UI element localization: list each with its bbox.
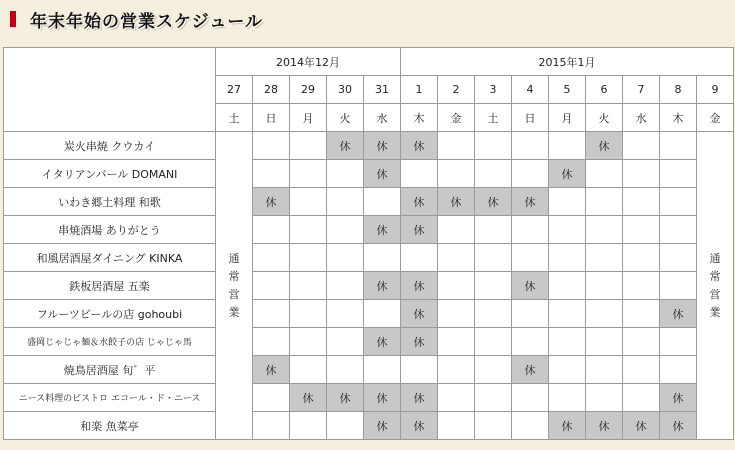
restaurant-row: [4, 412, 734, 440]
restaurant-name: 盛岡じゃじゃ麺＆水餃子の店 じゃじゃ馬: [4, 328, 216, 356]
open-cell: [327, 412, 364, 440]
closed-cell: 休: [512, 356, 549, 384]
closed-cell: 休: [586, 132, 623, 160]
restaurant-row: [4, 300, 734, 328]
open-cell: [512, 384, 549, 412]
open-cell: [327, 272, 364, 300]
open-cell: [327, 244, 364, 272]
open-cell: [475, 356, 512, 384]
open-cell: [475, 272, 512, 300]
page-title: 年末年始の営業スケジュール: [30, 11, 263, 32]
open-cell: [290, 328, 327, 356]
regular-business-label: 通常営業: [709, 251, 721, 319]
open-cell: [290, 132, 327, 160]
restaurant-row: [4, 244, 734, 272]
open-cell: [549, 216, 586, 244]
closed-cell: 休: [549, 160, 586, 188]
open-cell: [586, 300, 623, 328]
open-cell: [401, 356, 438, 384]
open-cell: [475, 216, 512, 244]
open-cell: [586, 216, 623, 244]
closed-cell: 休: [549, 412, 586, 440]
open-cell: [253, 244, 290, 272]
restaurant-row: [4, 160, 734, 188]
title-marker: [10, 11, 16, 27]
open-cell: [475, 384, 512, 412]
open-cell: [512, 412, 549, 440]
weekday-header: 火: [327, 104, 364, 132]
open-cell: [660, 356, 697, 384]
closed-cell: 休: [364, 412, 401, 440]
closed-cell: 休: [401, 412, 438, 440]
open-cell: [586, 272, 623, 300]
open-cell: [290, 356, 327, 384]
open-cell: [438, 412, 475, 440]
open-cell: [549, 300, 586, 328]
restaurant-name: 鉄板居酒屋 五楽: [4, 272, 216, 300]
open-cell: [549, 272, 586, 300]
day-header: 5: [549, 76, 586, 104]
open-cell: [623, 216, 660, 244]
open-cell: [327, 300, 364, 328]
closed-cell: 休: [623, 412, 660, 440]
weekday-header: 日: [253, 104, 290, 132]
open-cell: [290, 244, 327, 272]
day-header: 4: [512, 76, 549, 104]
open-cell: [438, 244, 475, 272]
restaurant-row: [4, 384, 734, 412]
open-cell: [549, 244, 586, 272]
open-cell: [438, 132, 475, 160]
open-cell: [660, 272, 697, 300]
open-cell: [290, 412, 327, 440]
month-row: [4, 48, 734, 76]
open-cell: [549, 356, 586, 384]
day-header: 8: [660, 76, 697, 104]
open-cell: [549, 328, 586, 356]
open-cell: [253, 160, 290, 188]
restaurant-name: ニース料理のビストロ エコール・ド・ニース: [4, 384, 216, 412]
open-cell: [475, 132, 512, 160]
open-cell: [660, 132, 697, 160]
closed-cell: 休: [327, 132, 364, 160]
closed-cell: 休: [253, 188, 290, 216]
closed-cell: 休: [364, 160, 401, 188]
restaurant-row: [4, 132, 734, 160]
closed-cell: 休: [401, 328, 438, 356]
open-cell: [401, 160, 438, 188]
day-header: 7: [623, 76, 660, 104]
open-cell: [512, 300, 549, 328]
day-header: 31: [364, 76, 401, 104]
open-cell: [660, 244, 697, 272]
closed-cell: 休: [401, 216, 438, 244]
closed-cell: 休: [364, 328, 401, 356]
restaurant-row: [4, 356, 734, 384]
open-cell: [586, 160, 623, 188]
weekday-header: 木: [401, 104, 438, 132]
open-cell: [475, 300, 512, 328]
open-cell: [549, 384, 586, 412]
open-cell: [290, 160, 327, 188]
closed-cell: 休: [660, 412, 697, 440]
open-cell: [438, 272, 475, 300]
weekday-header: 日: [512, 104, 549, 132]
closed-cell: 休: [475, 188, 512, 216]
open-cell: [660, 188, 697, 216]
month-header: 2014年12月: [216, 48, 401, 76]
regular-business-cell: [697, 132, 734, 440]
open-cell: [623, 328, 660, 356]
closed-cell: 休: [401, 300, 438, 328]
open-cell: [623, 188, 660, 216]
closed-cell: 休: [586, 412, 623, 440]
open-cell: [364, 300, 401, 328]
open-cell: [327, 356, 364, 384]
open-cell: [586, 356, 623, 384]
open-cell: [438, 384, 475, 412]
open-cell: [438, 300, 475, 328]
open-cell: [623, 132, 660, 160]
open-cell: [327, 160, 364, 188]
open-cell: [438, 328, 475, 356]
day-header: 2: [438, 76, 475, 104]
open-cell: [586, 384, 623, 412]
weekday-header: 金: [697, 104, 734, 132]
open-cell: [290, 216, 327, 244]
open-cell: [438, 216, 475, 244]
open-cell: [586, 244, 623, 272]
day-header: 9: [697, 76, 734, 104]
restaurant-name: 和楽 魚菜亭: [4, 412, 216, 440]
closed-cell: 休: [512, 188, 549, 216]
open-cell: [253, 384, 290, 412]
weekday-header: 火: [586, 104, 623, 132]
day-header: 30: [327, 76, 364, 104]
closed-cell: 休: [512, 272, 549, 300]
open-cell: [364, 188, 401, 216]
open-cell: [401, 244, 438, 272]
weekday-header: 水: [623, 104, 660, 132]
closed-cell: 休: [660, 300, 697, 328]
restaurant-row: [4, 188, 734, 216]
closed-cell: 休: [364, 132, 401, 160]
open-cell: [290, 300, 327, 328]
open-cell: [253, 328, 290, 356]
closed-cell: 休: [401, 272, 438, 300]
open-cell: [660, 216, 697, 244]
open-cell: [623, 384, 660, 412]
open-cell: [290, 188, 327, 216]
corner-cell: [4, 48, 216, 132]
weekday-header: 水: [364, 104, 401, 132]
day-header: 27: [216, 76, 253, 104]
open-cell: [586, 328, 623, 356]
open-cell: [549, 132, 586, 160]
open-cell: [364, 356, 401, 384]
restaurant-name: いわき郷土料理 和歌: [4, 188, 216, 216]
page-header: [10, 6, 263, 32]
closed-cell: 休: [438, 188, 475, 216]
schedule-table: [3, 47, 734, 440]
regular-business-label: 通常営業: [228, 251, 240, 319]
restaurant-name: 串焼酒場 ありがとう: [4, 216, 216, 244]
open-cell: [512, 216, 549, 244]
closed-cell: 休: [364, 384, 401, 412]
open-cell: [475, 244, 512, 272]
open-cell: [623, 160, 660, 188]
open-cell: [438, 160, 475, 188]
day-header: 6: [586, 76, 623, 104]
open-cell: [623, 300, 660, 328]
day-header: 1: [401, 76, 438, 104]
restaurant-row: [4, 328, 734, 356]
closed-cell: 休: [290, 384, 327, 412]
closed-cell: 休: [660, 384, 697, 412]
weekday-header: 金: [438, 104, 475, 132]
open-cell: [327, 328, 364, 356]
open-cell: [512, 244, 549, 272]
closed-cell: 休: [401, 188, 438, 216]
open-cell: [438, 356, 475, 384]
open-cell: [623, 244, 660, 272]
closed-cell: 休: [364, 272, 401, 300]
restaurant-row: [4, 216, 734, 244]
open-cell: [253, 272, 290, 300]
weekday-header: 月: [290, 104, 327, 132]
regular-business-cell: [216, 132, 253, 440]
restaurant-name: フルーツビールの店 gohoubi: [4, 300, 216, 328]
weekday-header: 土: [475, 104, 512, 132]
open-cell: [660, 328, 697, 356]
open-cell: [512, 160, 549, 188]
day-header: 28: [253, 76, 290, 104]
weekday-header: 木: [660, 104, 697, 132]
open-cell: [660, 160, 697, 188]
open-cell: [327, 188, 364, 216]
open-cell: [586, 188, 623, 216]
restaurant-name: 和風居酒屋ダイニング KINKA: [4, 244, 216, 272]
open-cell: [549, 188, 586, 216]
restaurant-name: 炭火串焼 クウカイ: [4, 132, 216, 160]
weekday-header: 月: [549, 104, 586, 132]
day-header: 3: [475, 76, 512, 104]
open-cell: [475, 328, 512, 356]
restaurant-name: 焼鳥居酒屋 旬゛平: [4, 356, 216, 384]
open-cell: [253, 300, 290, 328]
open-cell: [253, 132, 290, 160]
open-cell: [512, 132, 549, 160]
closed-cell: 休: [401, 132, 438, 160]
open-cell: [475, 412, 512, 440]
open-cell: [253, 216, 290, 244]
open-cell: [512, 328, 549, 356]
open-cell: [364, 244, 401, 272]
restaurant-name: イタリアンバール DOMANI: [4, 160, 216, 188]
restaurant-row: [4, 272, 734, 300]
closed-cell: 休: [364, 216, 401, 244]
month-header: 2015年1月: [401, 48, 734, 76]
closed-cell: 休: [327, 384, 364, 412]
open-cell: [290, 272, 327, 300]
open-cell: [475, 160, 512, 188]
day-header: 29: [290, 76, 327, 104]
open-cell: [623, 272, 660, 300]
open-cell: [253, 412, 290, 440]
open-cell: [327, 216, 364, 244]
closed-cell: 休: [401, 384, 438, 412]
closed-cell: 休: [253, 356, 290, 384]
weekday-header: 土: [216, 104, 253, 132]
open-cell: [623, 356, 660, 384]
